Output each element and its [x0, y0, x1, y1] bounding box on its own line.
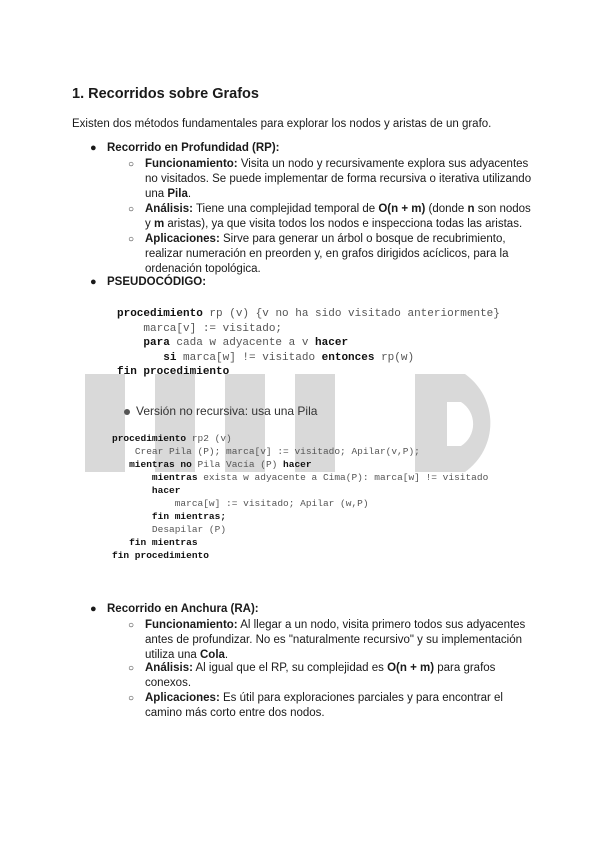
document-page: 1. Recorridos sobre Grafos Existen dos métodos fundamentales para explorar los nodos y aristas de un grafo. ● Recorrido en Profundidad (RP): ○ Funcionamiento: Visita un nodo y recursivamente explora sus adyacentes no visitados. Se puede implementar de forma recursiva o iterativa utilizando una Pila. ○ Análisis: Tiene una complejidad temporal de O(n + m) (donde n son nodos y m aristas), ya que visita todos los nodos e inspecciona todas las aristas. ○ Aplicaciones: Sirve para generar un árbol o bosque de recubrimiento, realizar numeración en preorden y, en grafos dirigidos acíclicos, para la ordenación topológica. ● PSEUDOCÓDIGO: procedimiento rp (v) {v no ha sido visitado anteriormente} marca[v] := visitado; para cada w adyacente a v hacer si marca[w] != visitado entonces rp(w) fin procedimiento Versión no recursiva: usa una Pila procedimiento rp2 (v) Crear Pila (P); marca[v] := visitado; Apilar(v,P); mientras no Pila Vacía (P) hacer mientras exista w adyacente a Cima(P): marca[w] != visitado hacer marca[w] := visitado; Apilar (w,P) fin mientras; Desapilar (P) fin mientras fin procedimiento ● Recorrido en Anchura (RA): ○ Funcionamiento: Al llegar a un nodo, visita primero todos sus adyacentes antes de profundizar. No es "naturalmente recursivo" y su implementación utiliza una Cola. ○ Análisis: Al igual que el RP, su complejidad es O(n + m) para grafos conexos. ○ Aplicaciones: Es útil para exploraciones parciales y para encontrar el camino más corto entre dos nodos.: [72, 86, 532, 719]
bullet-dot-icon: ●: [90, 276, 97, 288]
circle-bullet-icon: ○: [128, 159, 135, 170]
rp-heading: Recorrido en Profundidad (RP):: [107, 142, 280, 154]
circle-bullet-icon: ○: [128, 620, 135, 631]
pseudocode-heading: PSEUDOCÓDIGO:: [107, 276, 207, 288]
bullet-dot-icon: [124, 409, 130, 415]
circle-bullet-icon: ○: [128, 204, 135, 215]
circle-bullet-icon: ○: [128, 663, 135, 674]
bullet-dot-icon: ●: [90, 142, 97, 154]
bullet-dot-icon: ●: [90, 603, 97, 615]
intro-paragraph: Existen dos métodos fundamentales para explorar los nodos y aristas de un grafo.: [72, 118, 492, 130]
nonrecursive-bullet: [124, 404, 317, 418]
nonrecursive-label: Versión no recursiva: usa una Pila: [136, 404, 318, 418]
circle-bullet-icon: ○: [128, 234, 135, 245]
page-title: 1. Recorridos sobre Grafos: [72, 86, 259, 102]
code-block-iterative: procedimiento rp2 (v) Crear Pila (P); marca[v] := visitado; Apilar(v,P); mientras no Pila Vacía (P) hacer mientras exista w adyacente a Cima(P): marca[w] != visitado hacer marca[w] := visitado; Apilar (w,P) fin mientras; Desapilar (P) fin mientras fin procedimiento: [112, 433, 489, 561]
ra-heading: Recorrido en Anchura (RA):: [107, 603, 259, 615]
circle-bullet-icon: ○: [128, 693, 135, 704]
code-block-recursive: procedimiento rp (v) {v no ha sido visitado anteriormente} marca[v] := visitado; para cada w adyacente a v hacer si marca[w] != visitado entonces rp(w) fin procedimiento: [117, 308, 500, 378]
